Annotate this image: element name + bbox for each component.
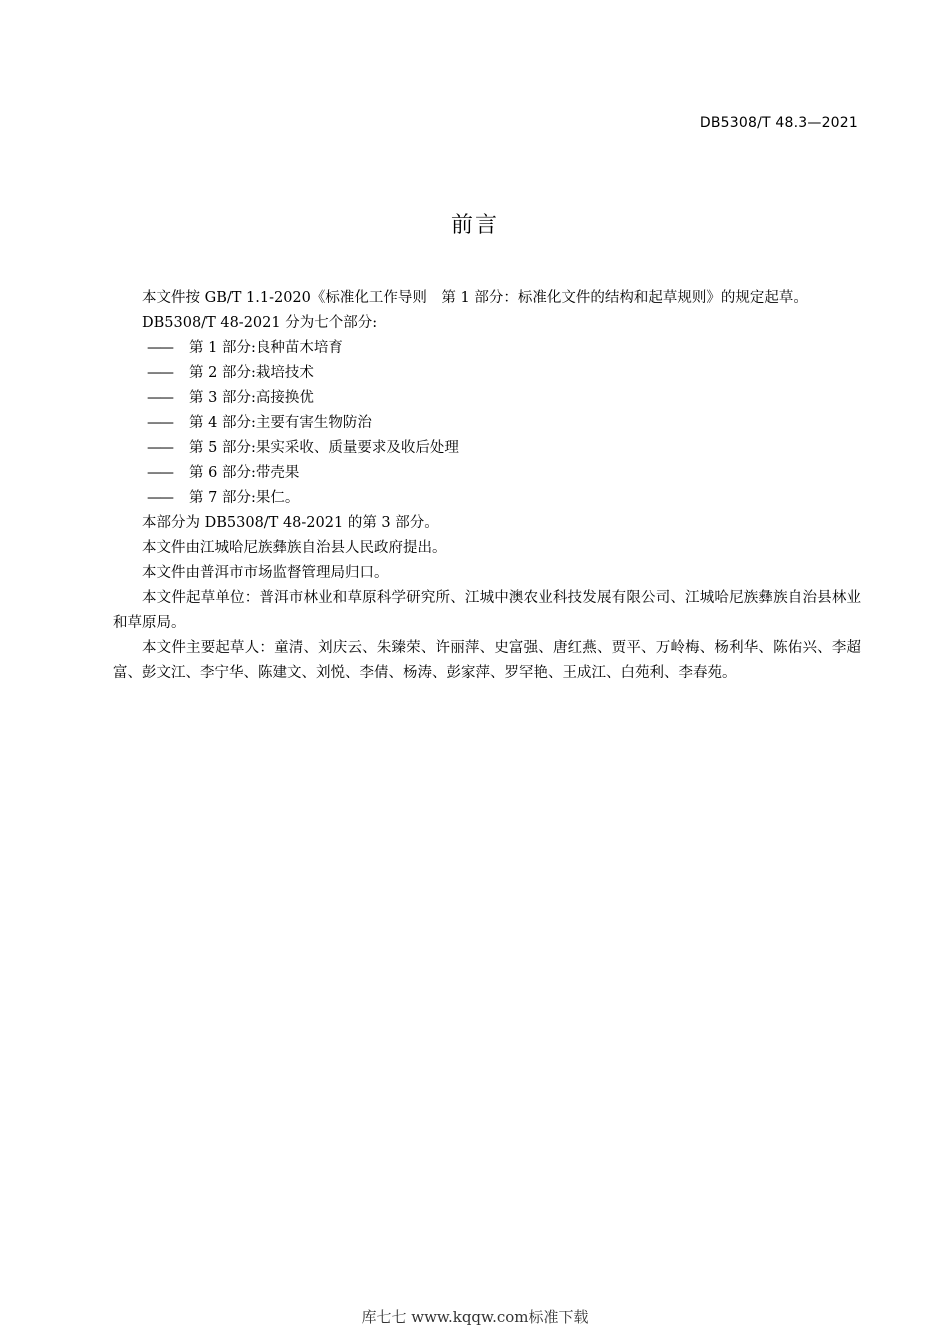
page-title: 前言 — [450, 213, 499, 238]
part-label: 第 6 部分:带壳果 — [189, 465, 300, 481]
managed-by-statement: 本文件由普洱市市场监督管理局归口。 — [142, 565, 389, 581]
part-label: 第 3 部分:高接换优 — [189, 390, 314, 406]
part-of-statement: 本部分为 DB5308/T 48-2021 的第 3 部分。 — [142, 515, 439, 531]
part-label: 第 1 部分:良种苗木培育 — [189, 340, 343, 356]
dash-bullet: —— — [147, 415, 172, 431]
part-label: 第 5 部分:果实采收、质量要求及收后处理 — [189, 440, 459, 456]
parts-intro-paragraph: DB5308/T 48-2021 分为七个部分: — [142, 315, 378, 331]
list-item — [113, 461, 861, 486]
part-label: 第 7 部分:果仁。 — [189, 490, 300, 506]
dash-bullet: —— — [147, 390, 172, 406]
dash-bullet: —— — [147, 465, 172, 481]
parts-list — [113, 336, 861, 511]
proposed-by-statement: 本文件由江城哈尼族彝族自治县人民政府提出。 — [142, 540, 447, 556]
list-item — [113, 361, 861, 386]
dash-bullet: —— — [147, 440, 172, 456]
standard-basis-paragraph: 本文件按 GB/T 1.1-2020《标准化工作导则 第 1 部分：标准化文件的结构和起草规则》的规定起草。 — [142, 290, 808, 306]
list-item — [113, 436, 861, 461]
foreword-body — [113, 286, 861, 686]
dash-bullet: —— — [147, 490, 172, 506]
drafting-units-statement: 本文件起草单位：普洱市林业和草原科学研究所、江城中澳农业科技发展有限公司、江城哈尼族彝族自治县林业和草原局。 — [113, 590, 861, 631]
document-code: DB5308/T 48.3—2021 — [699, 115, 858, 131]
part-label: 第 2 部分:栽培技术 — [189, 365, 314, 381]
drafters-statement: 本文件主要起草人：童清、刘庆云、朱臻荣、许丽萍、史富强、唐红燕、贾平、万岭梅、杨利华、陈佑兴、李超富、彭文江、李宁华、陈建文、刘悦、李倩、杨涛、彭家萍、罗罕艳、王成江、白苑利、李春苑。 — [113, 640, 861, 681]
part-label: 第 4 部分:主要有害生物防治 — [189, 415, 372, 431]
dash-bullet: —— — [147, 365, 172, 381]
footer-watermark: 库七七 www.kqqw.com标准下载 — [361, 1308, 589, 1326]
list-item — [113, 411, 861, 436]
list-item — [113, 336, 861, 361]
dash-bullet: —— — [147, 340, 172, 356]
list-item — [113, 486, 861, 511]
list-item — [113, 386, 861, 411]
